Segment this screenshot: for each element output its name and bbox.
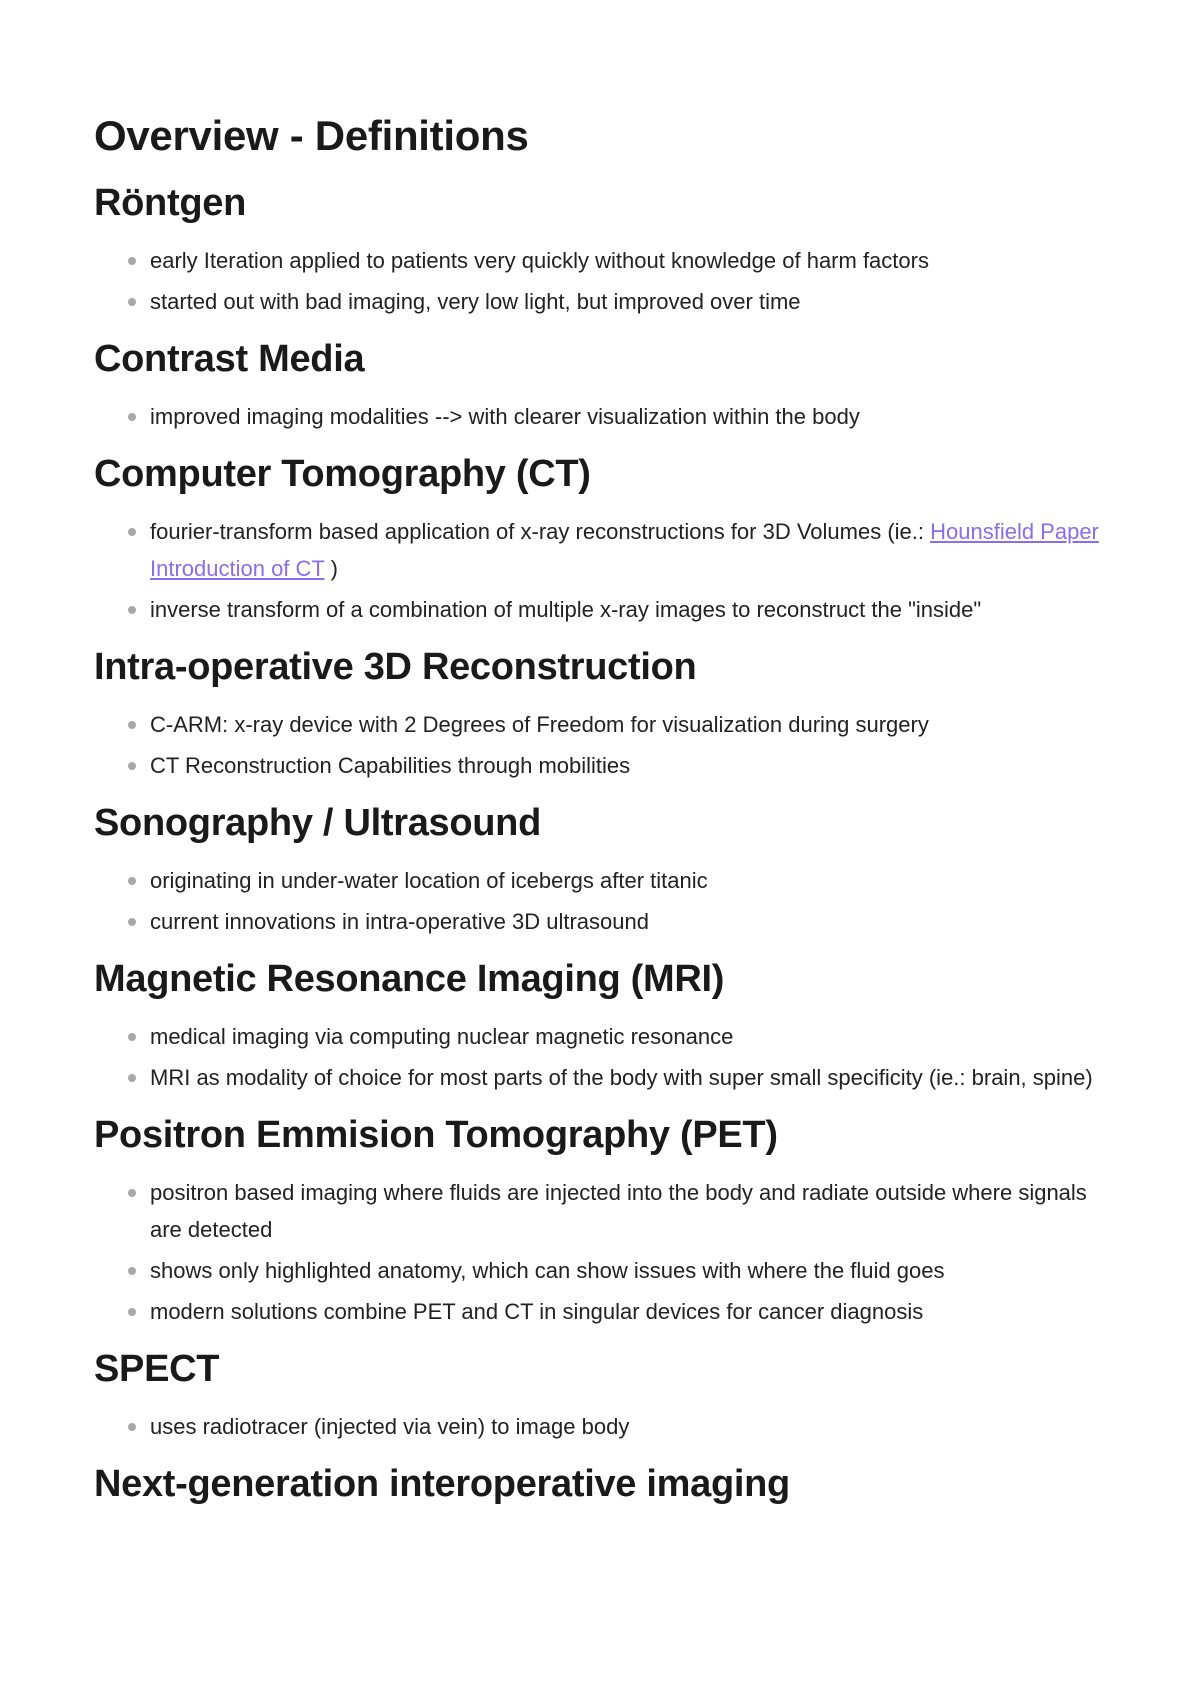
section-heading-next-generation: Next-generation interoperative imaging: [94, 1463, 790, 1505]
section-heading-ct: Computer Tomography (CT): [94, 453, 591, 495]
hounsfield-paper-link[interactable]: Hounsfield Paper Introduction of CT: [150, 519, 1099, 581]
list-item: modern solutions combine PET and CT in singular devices for cancer diagnosis: [150, 1293, 1114, 1330]
section-heading-intraoperative-3d: Intra-operative 3D Reconstruction: [94, 646, 697, 688]
list-item-text: fourier-transform based application of x-ray reconstructions for 3D Volumes (ie.:: [150, 519, 931, 544]
page-title: Overview - Definitions: [94, 112, 529, 159]
list-item: [150, 513, 1114, 587]
bullet-list-pet: [94, 1174, 1114, 1330]
bullet-list-rontgen: [94, 242, 1114, 320]
section-heading-rontgen: Röntgen: [94, 182, 246, 224]
list-item: uses radiotracer (injected via vein) to image body: [150, 1408, 1114, 1445]
list-item: C-ARM: x-ray device with 2 Degrees of Freedom for visualization during surgery: [150, 706, 1114, 743]
list-item: MRI as modality of choice for most parts of the body with super small specificity (ie.: brain, spine): [150, 1059, 1114, 1096]
list-item: early Iteration applied to patients very quickly without knowledge of harm factors: [150, 242, 1114, 279]
bullet-list-contrast-media: [94, 398, 1114, 435]
section-heading-sonography: Sonography / Ultrasound: [94, 802, 542, 844]
section-heading-contrast-media: Contrast Media: [94, 338, 365, 380]
section-heading-spect: SPECT: [94, 1348, 220, 1390]
bullet-list-ct: [94, 513, 1114, 628]
section-heading-pet: Positron Emmision Tomography (PET): [94, 1114, 778, 1156]
list-item: improved imaging modalities --> with clearer visualization within the body: [150, 398, 1114, 435]
list-item: CT Reconstruction Capabilities through mobilities: [150, 747, 1114, 784]
list-item-text-suffix: ): [324, 556, 338, 581]
list-item: medical imaging via computing nuclear magnetic resonance: [150, 1018, 1114, 1055]
bullet-list-spect: [94, 1408, 1114, 1445]
bullet-list-mri: [94, 1018, 1114, 1096]
list-item: inverse transform of a combination of multiple x-ray images to reconstruct the "inside": [150, 591, 1114, 628]
section-heading-mri: Magnetic Resonance Imaging (MRI): [94, 958, 725, 1000]
list-item: current innovations in intra-operative 3D ultrasound: [150, 903, 1114, 940]
list-item: positron based imaging where fluids are injected into the body and radiate outside where signals are detected: [150, 1174, 1114, 1248]
bullet-list-intraoperative-3d: [94, 706, 1114, 784]
list-item: shows only highlighted anatomy, which can show issues with where the fluid goes: [150, 1252, 1114, 1289]
list-item: started out with bad imaging, very low light, but improved over time: [150, 283, 1114, 320]
document-page: [94, 108, 1114, 1509]
bullet-list-sonography: [94, 862, 1114, 940]
list-item: originating in under-water location of icebergs after titanic: [150, 862, 1114, 899]
